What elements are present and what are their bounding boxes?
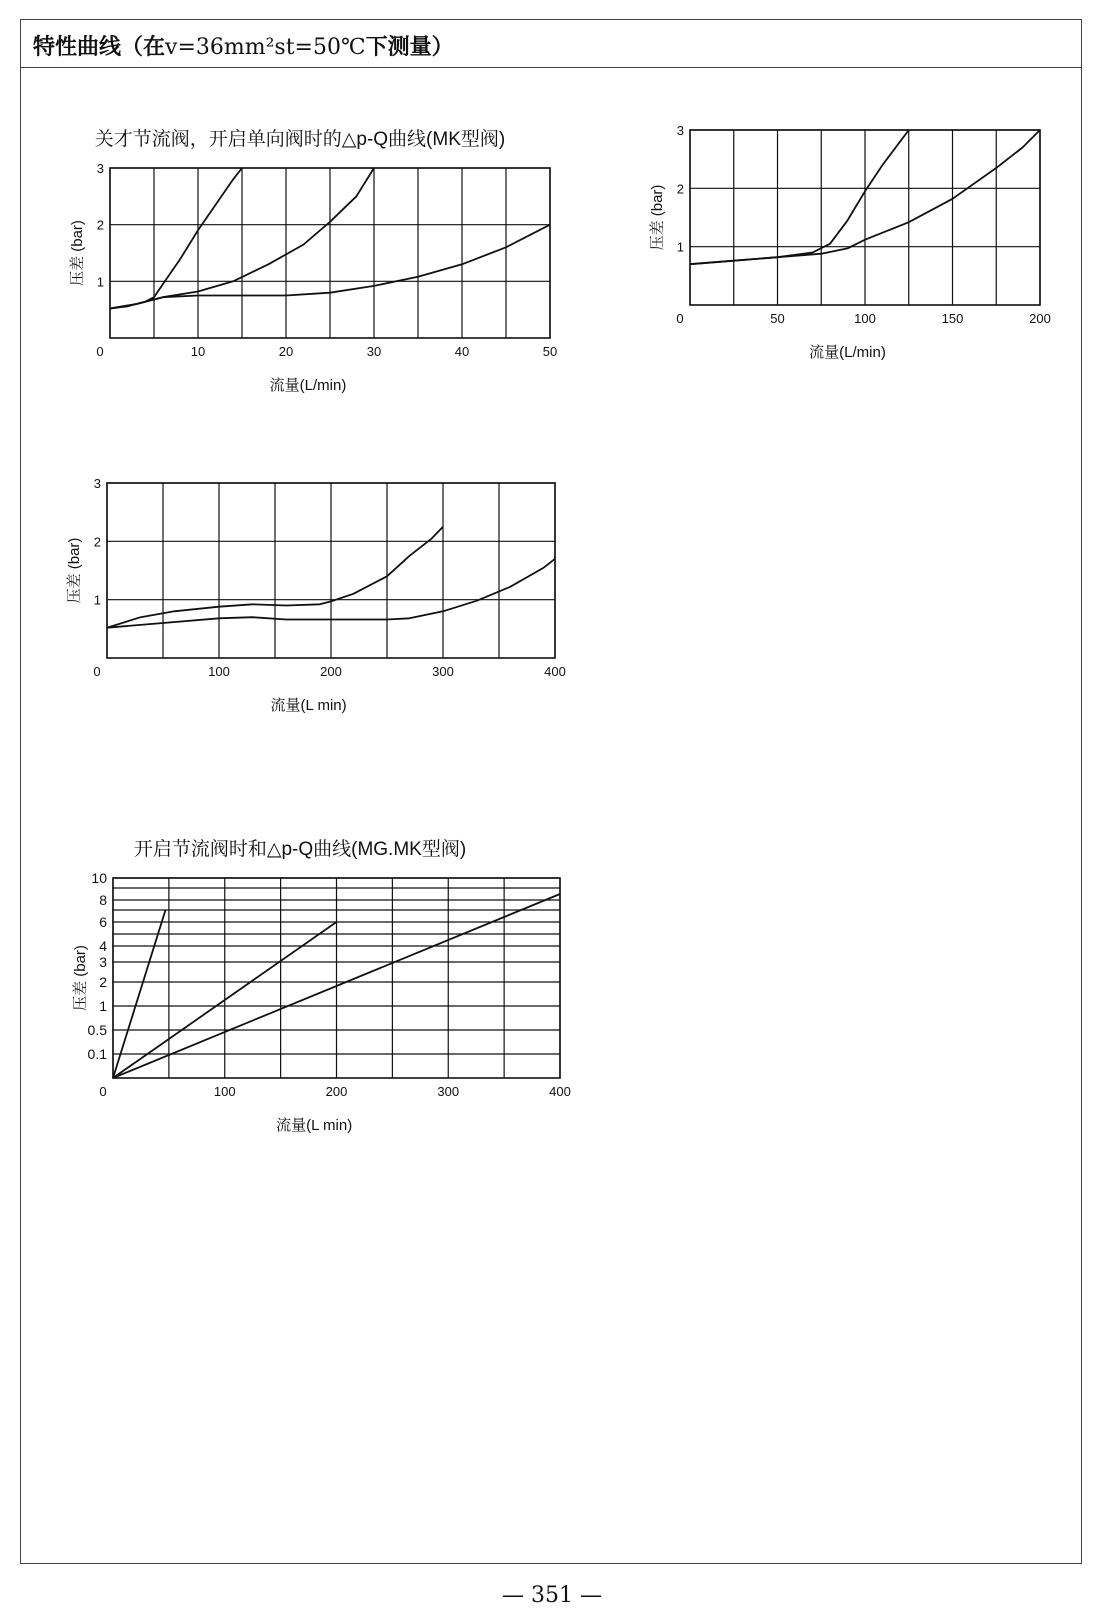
c1-xtick-4: 40 <box>454 344 470 359</box>
c1-ytick-0: 1 <box>96 274 104 290</box>
page-number: — 351 — <box>502 1583 602 1608</box>
chart-mk-closed-throttle <box>60 118 640 418</box>
c1-xtick-5: 50 <box>542 344 558 359</box>
c2-svg <box>620 118 1104 423</box>
c1-xlabel: 流量(L/min) <box>269 377 347 394</box>
c1-xtick-0: 0 <box>96 344 104 359</box>
c1-grid <box>110 168 550 338</box>
c4-ytick-0: 0.1 <box>87 1046 107 1062</box>
c1-svg <box>60 118 640 418</box>
title-text: 特性曲线（在 <box>33 35 166 60</box>
c4-ytick-7: 8 <box>99 892 107 908</box>
c1-ytick-1: 2 <box>96 217 104 233</box>
c4-series-line-a <box>113 910 166 1078</box>
c3-xtick-4: 400 <box>544 664 566 679</box>
c1-xtick-2: 20 <box>278 344 294 359</box>
c4-xtick-3: 300 <box>437 1084 460 1099</box>
chart-mg-mk-open-throttle <box>60 825 647 1155</box>
c4-ytick-6: 6 <box>99 914 107 930</box>
c4-ylabel: 压差 (bar) <box>72 945 89 1011</box>
c2-grid <box>690 130 1040 305</box>
page-title <box>33 30 454 61</box>
c4-grid <box>113 878 560 1078</box>
c3-svg <box>60 470 648 775</box>
c3-ytick-0: 1 <box>93 592 101 608</box>
c4-ytick-2: 1 <box>99 998 107 1014</box>
c3-xtick-0: 0 <box>93 664 101 679</box>
c2-ytick-0: 1 <box>676 239 684 255</box>
c2-xtick-3: 150 <box>941 311 964 326</box>
c4-title: 开启节流阀时和△p-Q曲线(MG.MK型阀) <box>133 839 467 860</box>
c2-series-curve-a <box>690 130 909 264</box>
c1-series-curve-a <box>110 168 242 309</box>
c4-xlabel: 流量(L min) <box>276 1117 353 1134</box>
c4-svg <box>60 825 647 1155</box>
c1-title: 关才节流阀，开启单向阀时的△p-Q曲线(MK型阀) <box>94 129 506 150</box>
c4-xtick-4: 400 <box>549 1084 571 1099</box>
c4-xtick-2: 200 <box>325 1084 348 1099</box>
c3-ylabel: 压差 (bar) <box>66 537 83 604</box>
title-condition: v=36mm²st=50℃ <box>165 35 366 60</box>
c4-ytick-1: 0.5 <box>87 1022 107 1038</box>
c3-ytick-2: 3 <box>93 476 101 491</box>
c3-xtick-2: 200 <box>320 664 342 679</box>
c2-xtick-4: 200 <box>1029 311 1051 326</box>
c1-ylabel: 压差 (bar) <box>69 220 86 286</box>
c4-ytick-8: 10 <box>91 870 107 886</box>
c4-ytick-3: 2 <box>99 974 107 990</box>
c3-xtick-1: 100 <box>208 664 230 679</box>
c2-xtick-0: 0 <box>676 311 684 326</box>
c2-xlabel: 流量(L/min) <box>809 344 886 361</box>
chart-mk-large-flow <box>620 118 1104 423</box>
c1-ytick-2: 3 <box>96 161 104 176</box>
c1-xtick-3: 30 <box>366 344 382 359</box>
c2-xtick-1: 50 <box>770 311 785 326</box>
c3-grid <box>107 483 555 658</box>
c3-ytick-1: 2 <box>93 534 101 550</box>
c2-xtick-2: 100 <box>854 311 876 326</box>
c4-ytick-5: 4 <box>99 938 107 954</box>
c3-xlabel: 流量(L min) <box>270 697 347 714</box>
c1-xtick-1: 10 <box>190 344 206 359</box>
c4-xtick-1: 100 <box>213 1084 236 1099</box>
chart-mk-400-flow <box>60 470 648 775</box>
c2-ylabel: 压差 (bar) <box>649 184 666 251</box>
page-header <box>21 20 1081 68</box>
c4-xtick-0: 0 <box>99 1084 107 1099</box>
c3-xtick-3: 300 <box>432 664 454 679</box>
c4-ytick-4: 3 <box>99 954 107 970</box>
c2-ytick-2: 3 <box>676 123 684 138</box>
title-end: 下测量） <box>365 35 454 60</box>
c2-ytick-1: 2 <box>676 181 684 197</box>
